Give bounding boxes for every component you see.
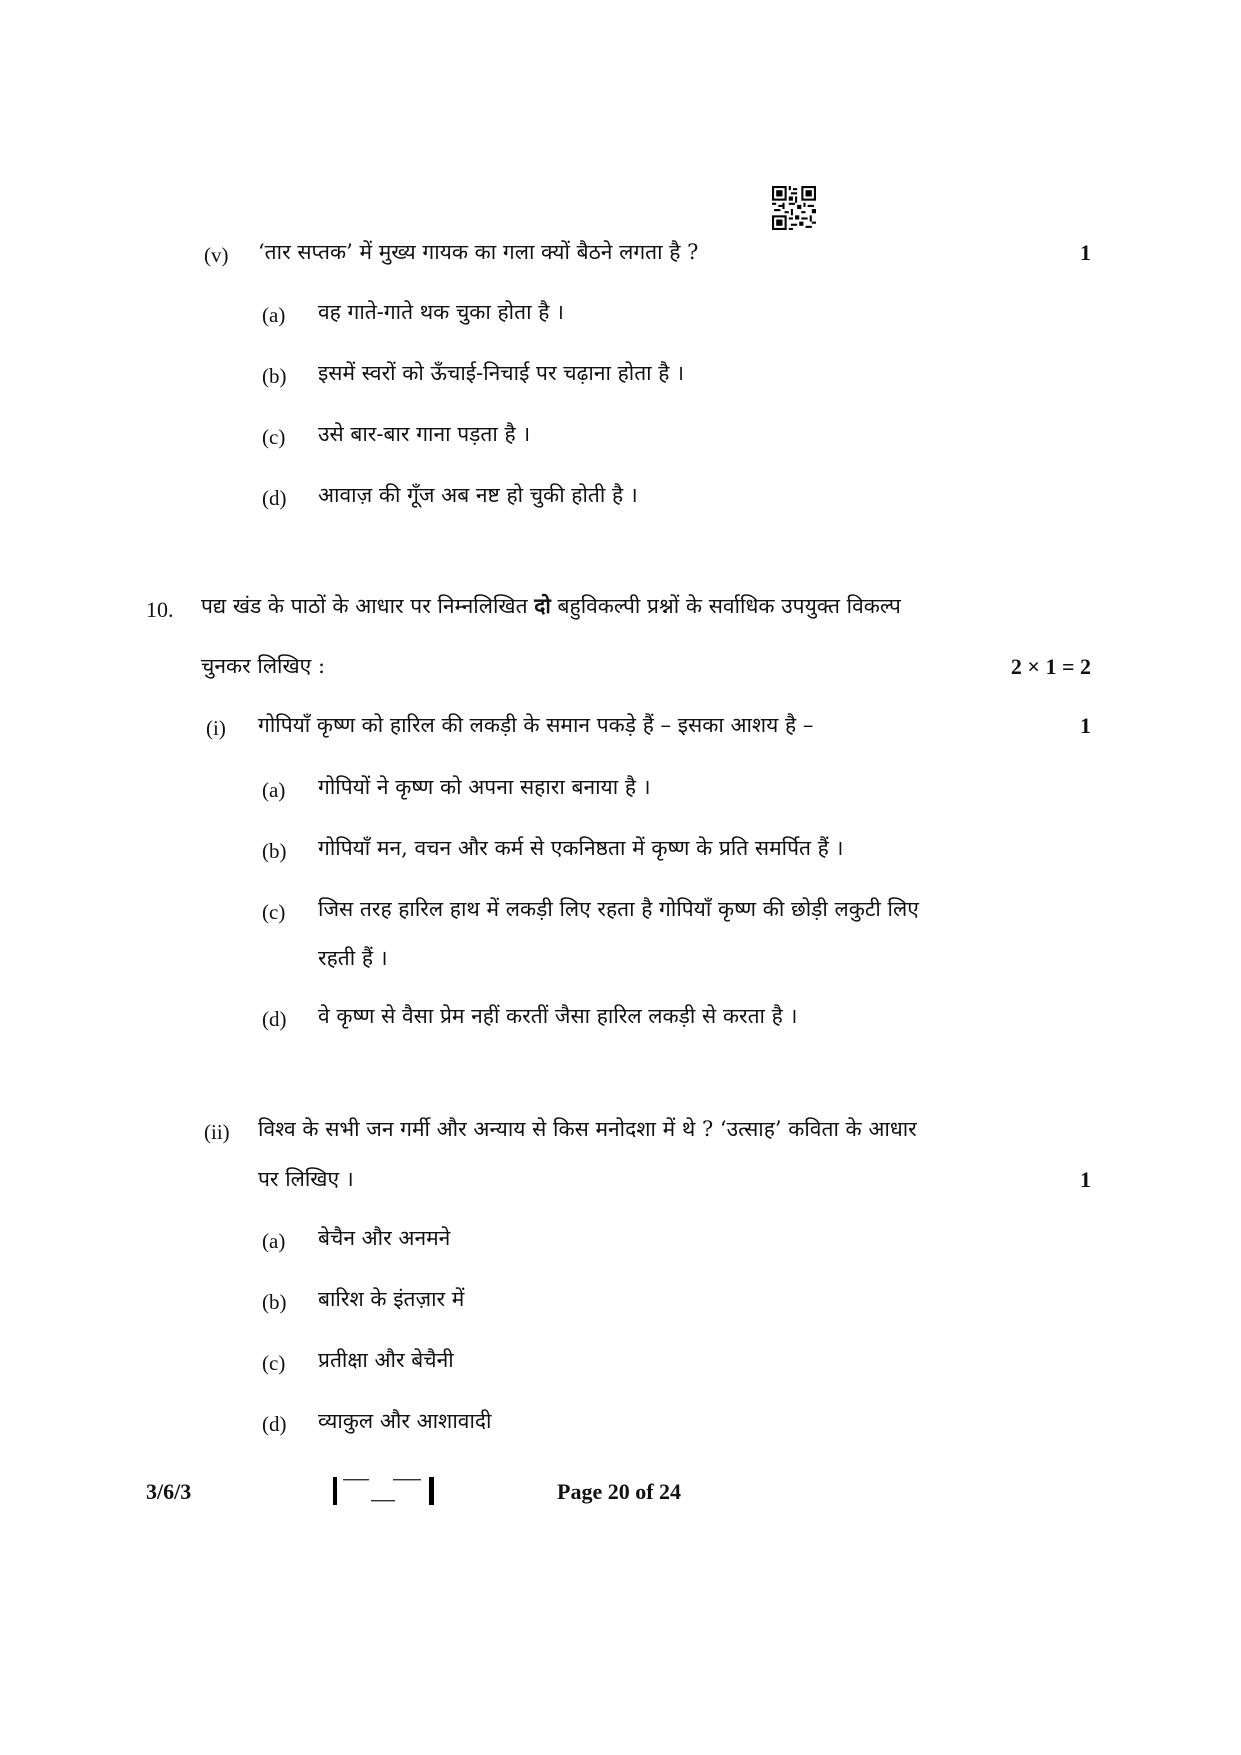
paper-code: 3/6/3 xyxy=(146,1479,192,1504)
subquestion-i-marks: 1 xyxy=(1080,713,1091,738)
option-label: (c) xyxy=(262,425,286,449)
question-v-label: (v) xyxy=(204,243,229,267)
subquestion-ii-label: (ii) xyxy=(204,1120,230,1144)
option-label: (d) xyxy=(262,486,287,510)
option-text: बेचैन और अनमने xyxy=(318,1226,451,1250)
question-v-text: ‘तार सप्तक’ में मुख्य गायक का गला क्यों बैठने लगता है ? xyxy=(258,240,699,264)
question-10-number: 10. xyxy=(146,597,174,622)
option-text: प्रतीक्षा और बेचैनी xyxy=(318,1348,454,1372)
subquestion-ii-marks: 1 xyxy=(1080,1167,1091,1192)
option-label: (b) xyxy=(262,1290,287,1314)
option-text: गोपियों ने कृष्ण को अपना सहारा बनाया है । xyxy=(318,775,651,799)
question-v-marks: 1 xyxy=(1080,240,1091,265)
option-label: (d) xyxy=(262,1412,287,1436)
option-text: वे कृष्ण से वैसा प्रेम नहीं करतीं जैसा हारिल लकड़ी से करता है । xyxy=(318,1004,798,1028)
question-10-line1 xyxy=(201,591,901,621)
option-text: बारिश के इंतज़ार में xyxy=(318,1287,465,1311)
option-text: आवाज़ की गूँज अब नष्ट हो चुकी होती है । xyxy=(318,483,638,507)
option-label: (c) xyxy=(262,900,286,924)
option-text-continued: रहती हैं । xyxy=(318,946,388,970)
subquestion-ii-text: विश्व के सभी जन गर्मी और अन्याय से किस मनोदशा में थे ? ‘उत्साह’ कविता के आधार xyxy=(258,1117,917,1141)
question-10-line2: चुनकर लिखिए : xyxy=(201,654,326,678)
option-label: (b) xyxy=(262,839,287,863)
barcode-icon xyxy=(333,1476,438,1506)
option-label: (a) xyxy=(262,1229,286,1253)
option-text: इसमें स्वरों को ऊँचाई-निचाई पर चढ़ाना होता है । xyxy=(318,361,685,385)
option-label: (b) xyxy=(262,364,287,388)
qr-code-icon xyxy=(772,186,816,230)
page-number: Page 20 of 24 xyxy=(557,1479,682,1504)
subquestion-i-text: गोपियाँ कृष्ण को हारिल की लकड़ी के समान पकड़े हैं – इसका आशय है – xyxy=(258,713,814,737)
subquestion-i-label: (i) xyxy=(206,716,226,740)
subquestion-ii-text-continued: पर लिखिए । xyxy=(258,1167,354,1191)
question-10-line1-part: बहुविकल्पी प्रश्नों के सर्वाधिक उपयुक्त विकल्प xyxy=(557,594,901,618)
question-10-line1-part: पद्य खंड के पाठों के आधार पर निम्नलिखित xyxy=(201,594,528,618)
option-label: (a) xyxy=(262,303,286,327)
question-10-marks: 2 × 1 = 2 xyxy=(1010,654,1091,679)
option-text: वह गाते-गाते थक चुका होता है । xyxy=(318,300,564,324)
option-text: जिस तरह हारिल हाथ में लकड़ी लिए रहता है गोपियाँ कृष्ण की छोड़ी लकुटी लिए xyxy=(318,897,919,921)
option-text: व्याकुल और आशावादी xyxy=(318,1409,492,1433)
option-label: (a) xyxy=(262,778,286,802)
option-label: (d) xyxy=(262,1007,287,1031)
option-text: गोपियाँ मन, वचन और कर्म से एकनिष्ठता में कृष्ण के प्रति समर्पित हैं । xyxy=(318,836,844,860)
option-label: (c) xyxy=(262,1351,286,1375)
question-10-emphasis: दो xyxy=(534,593,551,618)
option-text: उसे बार-बार गाना पड़ता है । xyxy=(318,422,531,446)
